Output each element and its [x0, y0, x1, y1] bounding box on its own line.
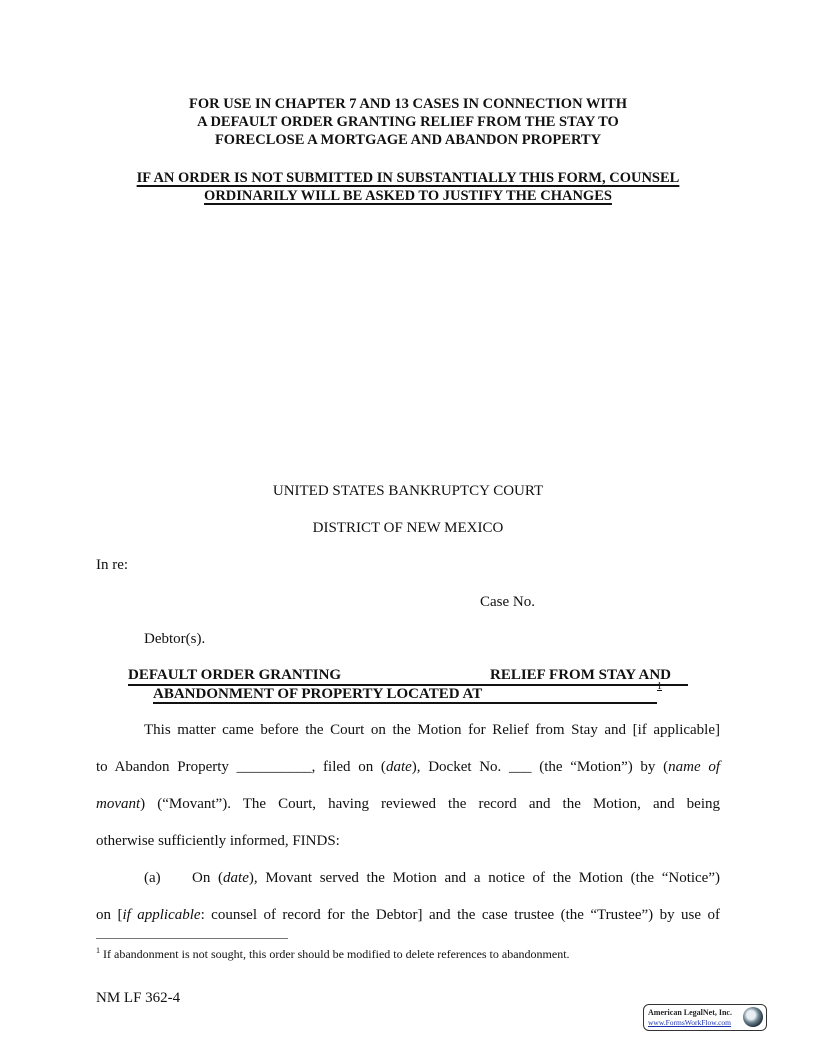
title-underline-2 — [153, 702, 657, 704]
p1-line-2: to Abandon Property __________, filed on (date), Docket No. ___ (the “Motion”) by (name of — [96, 759, 720, 775]
form-id: NM LF 362-4 — [96, 990, 181, 1006]
case-number-label: Case No. — [480, 594, 535, 610]
finding-a-line-2: on [if applicable: counsel of record for the Debtor] and the case trustee (the “Trustee”) by use of — [96, 907, 720, 923]
warning-line-1: IF AN ORDER IS NOT SUBMITTED IN SUBSTANTIALLY THIS FORM, COUNSEL — [136, 170, 680, 186]
publisher-logo[interactable] — [643, 1004, 767, 1031]
finding-a-label: (a) — [144, 870, 161, 886]
footnote-number: 1 — [96, 946, 100, 955]
footnote-text: If abandonment is not sought, this order should be modified to delete references to abandonment. — [103, 947, 570, 961]
finding-a — [96, 869, 720, 943]
body-paragraph-1 — [96, 721, 720, 869]
order-title-line-2: ABANDONMENT OF PROPERTY LOCATED AT — [153, 686, 483, 702]
p1-line-4: otherwise sufficiently informed, FINDS: — [96, 833, 340, 849]
order-title-right: RELIEF FROM STAY AND — [490, 667, 671, 683]
logo-url-link[interactable]: www.FormsWorkFlow.com — [648, 1018, 732, 1027]
order-title-left: DEFAULT ORDER GRANTING — [128, 667, 342, 683]
logo-company: American LegalNet, Inc. — [648, 1008, 732, 1017]
usage-note — [0, 95, 816, 149]
warning-note — [0, 169, 816, 205]
p1-line-3: movant) (“Movant”). The Court, having reviewed the record and the Motion, and being — [96, 796, 720, 812]
debtors-label: Debtor(s). — [144, 631, 206, 647]
finding-a-line-1: (a) On (date), Movant served the Motion and a notice of the Motion (the “Notice”) — [144, 870, 720, 886]
in-re-label: In re: — [96, 557, 129, 573]
court-name: UNITED STATES BANKRUPTCY COURT — [272, 483, 544, 499]
court-district: DISTRICT OF NEW MEXICO — [312, 520, 504, 536]
usage-line-1: FOR USE IN CHAPTER 7 AND 13 CASES IN CONNECTION WITH — [188, 96, 628, 112]
footnote-separator — [96, 938, 288, 939]
usage-line-3: FORECLOSE A MORTGAGE AND ABANDON PROPERTY — [214, 132, 602, 148]
warning-line-2: ORDINARILY WILL BE ASKED TO JUSTIFY THE CHANGES — [204, 188, 612, 204]
p1-line-1: This matter came before the Court on the Motion for Relief from Stay and [if applicable] — [144, 722, 720, 738]
footnote — [96, 944, 570, 961]
usage-line-2: A DEFAULT ORDER GRANTING RELIEF FROM THE STAY TO — [197, 114, 619, 130]
globe-icon — [743, 1007, 763, 1027]
footnote-ref: 1 — [657, 681, 662, 692]
